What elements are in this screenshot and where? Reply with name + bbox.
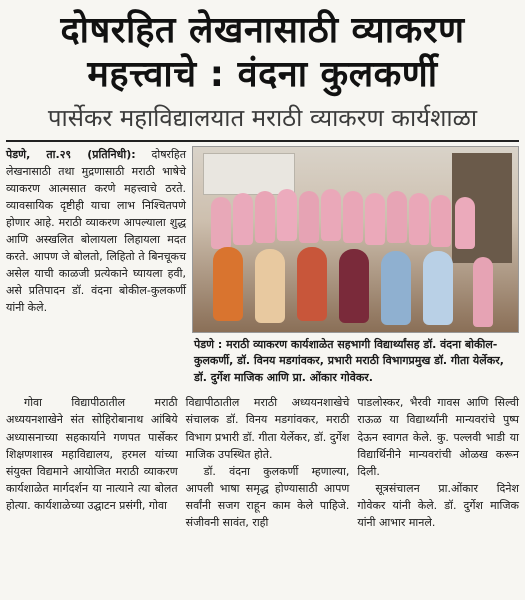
subheadline: पार्सेकर महाविद्यालयात मराठी व्याकरण कार्यशाळा [47, 103, 478, 132]
student-figure [299, 191, 319, 243]
column-3-text: पाडलोस्कर, भैरवी गावस आणि सिल्वी राऊळ या विद्यार्थ्यांनी मान्यवरांचे पुष्प देऊन स्वागत केले. कु. पल्लवी भाडी या विद्यार्थिनीने मान्यवरांची ओळख करून दिली. [357, 396, 519, 478]
guest-figure [381, 251, 411, 325]
student-figure [321, 189, 341, 241]
group-photo [192, 146, 519, 333]
student-figure [343, 191, 363, 243]
guest-figure [339, 249, 369, 323]
student-figure [473, 257, 493, 327]
notice-board [203, 153, 295, 195]
column-3 [357, 394, 519, 530]
divider [6, 140, 519, 142]
student-figure [277, 189, 297, 241]
student-figure [455, 197, 475, 249]
student-figure [233, 193, 253, 245]
column-1 [6, 394, 178, 530]
column-1-text: गोवा विद्यापीठातील मराठी अध्ययनशाखेने संत सोहिरोबानाथ आंबिये अध्यासनाच्या सहकार्याने गणपत पार्सेकर शिक्षणशास्त्र महाविद्यालय, हरमल यांच्या संयुक्त विद्यमाने आयोजित मराठी व्याकरण कार्यशाळेत मार्गदर्शन या नात्याने त्या बोलत होत्या. कार्यशाळेच्या उद्घाटन प्रसंगी, गोवा [6, 396, 178, 512]
column-2-text: विद्यापीठातील मराठी अध्ययनशाखेचे संचालक डॉ. विनय मडगांवकर, मराठी विभाग प्रभारी डॉ. गीता येर्लेकर, डॉ. दुर्गेश माजिक उपस्थित होते. [185, 396, 350, 461]
headline-line-2: महत्त्वाचे : वंदना कुलकर्णी [87, 54, 438, 96]
column-2-text-2: डॉ. वंदना कुलकर्णी म्हणाल्या, आपली भाषा समृद्ध होण्यासाठी आपण सर्वांनी सजग राहून काम केले पाहिजे. संजीवनी सावंत, राही [185, 464, 350, 529]
guest-figure [423, 251, 453, 325]
student-figure [255, 191, 275, 243]
student-figure [365, 193, 385, 245]
photo-block [192, 146, 519, 387]
caption-text: मराठी व्याकरण कार्यशाळेत सहभागी विद्यार्थ्यांसह डॉ. वंदना बोकील-कुलकर्णी, डॉ. विनय मडगांवकर, प्रभारी मराठी विभागप्रमुख डॉ. गीता येर्लेकर, डॉ. दुर्गेश माजिक आणि प्रा. ओंकार गोवेकर. [194, 337, 504, 384]
caption-tag: पेडणे : [194, 337, 223, 351]
column-3-text-2: सूत्रसंचालन प्रा.ओंकार दिनेश गोवेकर यांनी केले. डॉ. दुर्गेश माजिक यांनी आभार मानले. [357, 481, 519, 529]
student-figure [409, 193, 429, 245]
top-section [6, 146, 519, 387]
headline-line-1: दोषरहित लेखनासाठी व्याकरण [60, 10, 465, 51]
student-figure [431, 195, 451, 247]
guest-figure [213, 247, 243, 321]
lower-columns [6, 394, 519, 530]
student-figure [387, 191, 407, 243]
guest-figure [255, 249, 285, 323]
photo-caption [192, 333, 519, 387]
student-figure [211, 197, 231, 249]
dateline: पेडणे, ता.२९ (प्रतिनिधी): [6, 147, 136, 161]
column-2 [186, 394, 350, 530]
lead-column [6, 146, 186, 387]
guest-figure [297, 247, 327, 321]
lead-text: दोषरहित लेखनासाठी तथा मुद्रणासाठी मराठी भाषेचे व्याकरण आत्मसात करणे महत्त्वाचे ठरते. व्यावसायिक दृष्टीही याचा लाभ निश्चितपणे होणार आहे. मराठी व्याकरण आपल्याला शुद्ध आणि अस्खलित बोलायला लिहायला मदत करते. आपण जे बोलतो, लिहितो ते बिनचूकच असेल याची काळजी प्रत्येकाने घ्यायला हवी, असे प्रतिपादन डॉ. वंदना बोकील-कुलकर्णी यांनी केले. [6, 147, 187, 315]
